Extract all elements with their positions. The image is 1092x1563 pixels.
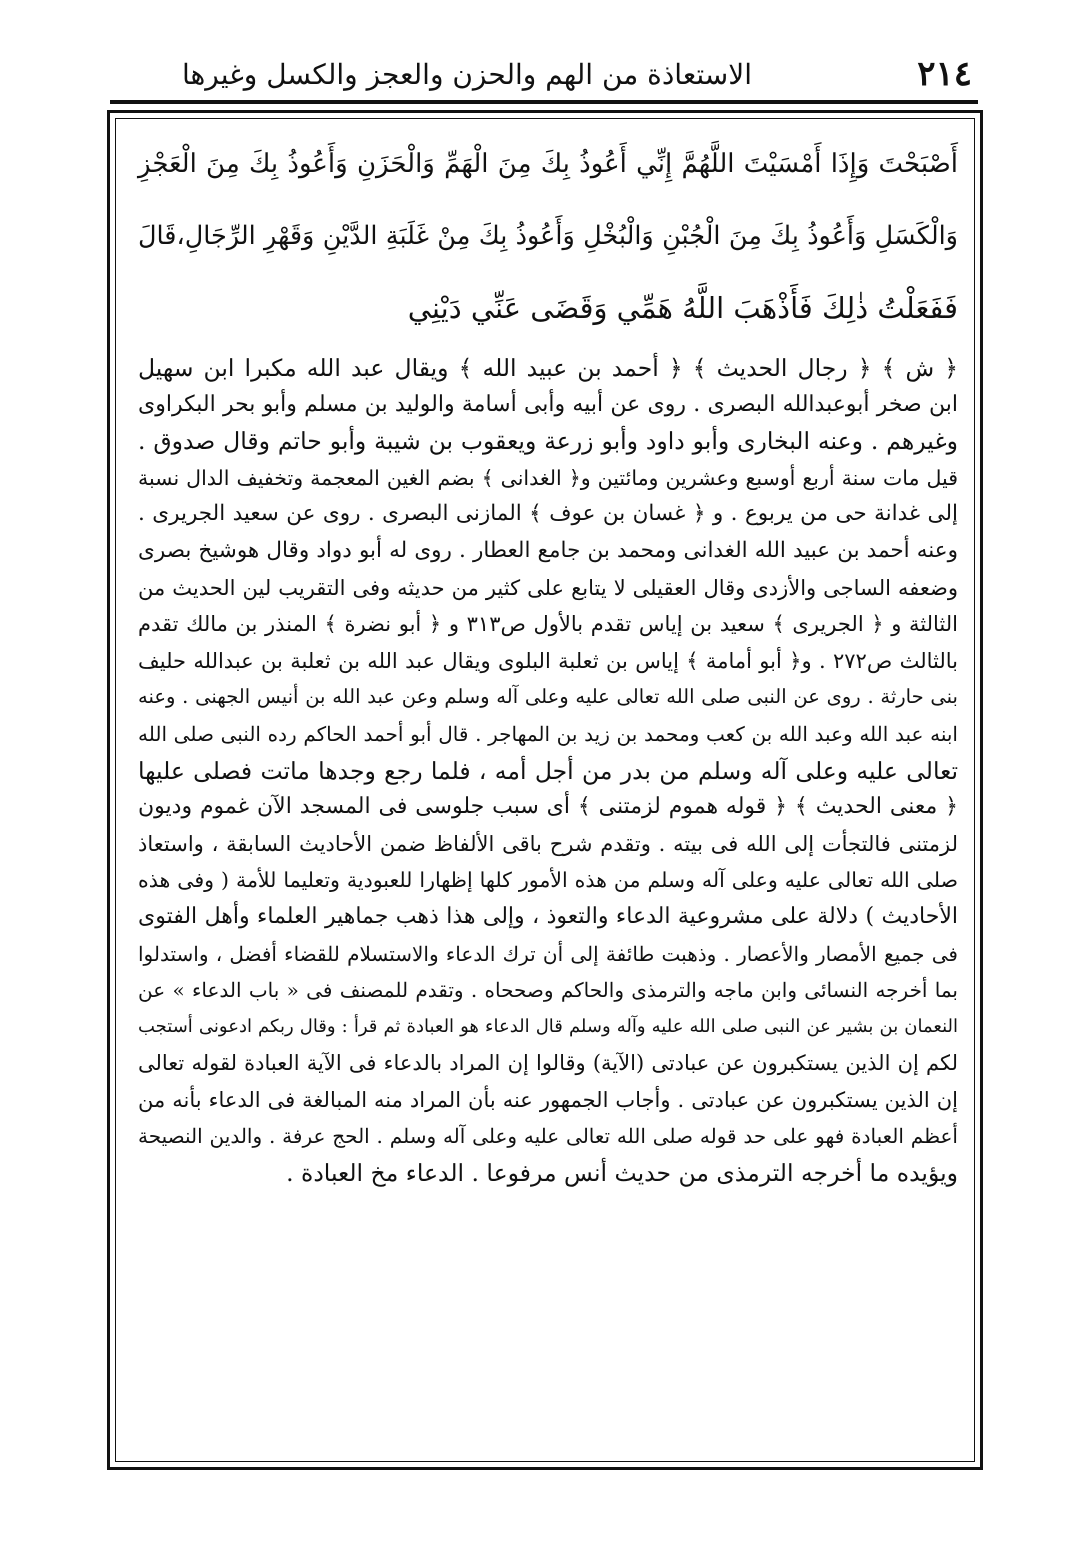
page-header [110, 52, 972, 102]
commentary-line: وعنه أحمد بن عبيد الله الغدانى ومحمد بن جامع العطار . روى له أبو دواد وقال هوشيخ بصرى [138, 537, 958, 563]
commentary-line: الأحاديث ) دلالة على مشروعية الدعاء والتعوذ ، وإلى هذا ذهب جماهير العلماء وأهل الفتوى [138, 903, 958, 929]
hadith-line: وَالْكَسَلِ وَأَعُوذُ بِكَ مِنَ الْجُبْنِ وَالْبُخْلِ وَأَعُوذُ بِكَ مِنْ غَلَبَةِ الدَّيْنِ وَقَهْرِ الرِّجَالِ،قَالَ [138, 221, 958, 251]
commentary-text [138, 350, 958, 1192]
running-title: الاستعاذة من الهم والحزن والعجز والكسل وغيرها [181, 58, 752, 91]
hadith-text [138, 128, 958, 344]
page-body [138, 128, 958, 1192]
page-number: ٢١٤ [917, 54, 972, 94]
commentary-line: ابنه عبد الله وعبد الله بن كعب ومحمد بن زيد بن المهاجر . قال أبو أحمد الحاكم رده النبى صلى الله [138, 721, 958, 746]
commentary-line: الثالثة و ﴿ الجريرى ﴾ سعيد بن إياس تقدم بالأول ص٣١٣ و ﴿ أبو نضرة ﴾ المنذر بن مالك تقدم [138, 612, 958, 637]
commentary-line: ﴿ ش ﴾ ﴿ رجال الحديث ﴾ ﴿ أحمد بن عبيد الله ﴾ ويقال عبد الله مكبرا ابن سهيل [138, 354, 958, 382]
hadith-line: أَصْبَحْتَ وَإِذَا أَمْسَيْتَ اللَّهُمَّ إِنِّي أَعُوذُ بِكَ مِنَ الْهَمِّ وَالْحَزَنِ وَأَعُوذُ بِكَ مِنَ الْعَجْزِ [138, 149, 958, 179]
commentary-line: إن الذين يستكبرون عن عبادتى . وأجاب الجمهور عنه بأن المراد منه المبالغة فى الدعاء بأنه من [138, 1087, 958, 1112]
commentary-line: النعمان بن بشير عن النبى صلى الله عليه وآله وسلم قال الدعاء هو العبادة ثم قرأ : وقال ربكم ادعونى أستجب [138, 1015, 958, 1037]
commentary-line: وغيرهم . وعنه البخارى وأبو داود وأبو زرعة ويعقوب بن شيبة وأبو حاتم وقال صدوق . [138, 427, 958, 456]
commentary-line: أعظم العبادة فهو على حد قوله صلى الله تعالى عليه وعلى آله وسلم . الحج عرفة . والدين النصيحة [138, 1124, 958, 1149]
commentary-line: لكم إن الذين يستكبرون عن عبادتى (الآية) وقالوا إن المراد بالدعاء فى الآية العبادة لقوله تعالى [138, 1051, 958, 1076]
commentary-line: إلى غدانة حى من يربوع . و ﴿ غسان بن عوف ﴾ المازنى البصرى . روى عن سعيد الجريرى . [138, 501, 958, 527]
commentary-line: تعالى عليه وعلى آله وسلم من بدر من أجل أمه ، فلما رجع وجدها ماتت فصلى عليها [138, 756, 958, 785]
commentary-line: ابن صخر أبوعبدالله البصرى . روى عن أبيه وأبى أسامة والوليد بن مسلم وأبو بحر البكراوى [138, 391, 958, 417]
commentary-line: قيل مات سنة أربع أوسبع وعشرين ومائتين و﴿ الغدانى ﴾ بضم الغين المعجمة وتخفيف الدال نسبة [138, 465, 958, 490]
commentary-line: ويؤيده ما أخرجه الترمذى من حديث أنس مرفوعا . الدعاء مخ العبادة . [286, 1159, 958, 1188]
commentary-line: ﴿ معنى الحديث ﴾ ﴿ قوله هموم لزمتنى ﴾ أى سبب جلوسى فى المسجد الآن غموم وديون [138, 794, 958, 820]
hadith-line: فَفَعَلْتُ ذٰلِكَ فَأَذْهَبَ اللَّهُ هَمِّي وَقَضَى عَنِّي دَيْنِي [407, 291, 958, 325]
commentary-line: لزمتنى فالتجأت إلى الله فى بيته . وتقدم شرح باقى الألفاظ ضمن الأحاديث السابقة ، واستعاذ [138, 831, 958, 856]
header-rule [110, 100, 978, 104]
commentary-line: بنى حارثة . روى عن النبى صلى الله تعالى عليه وعلى آله وسلم وعن عبد الله بن أنيس الجهنى . وعنه [138, 685, 958, 709]
commentary-line: بالثالث ص٢٧٢ . و﴿ أبو أمامة ﴾ إياس بن ثعلبة البلوى ويقال عبد الله بن ثعلبة بن عبدالله حليف [138, 648, 958, 673]
commentary-line: فى جميع الأمصار والأعصار . وذهبت طائفة إلى أن ترك الدعاء والاستسلام للقضاء أفضل ، واستدلوا [138, 941, 958, 966]
commentary-line: بما أخرجه النسائى وابن ماجه والترمذى والحاكم وصححاه . وتقدم للمصنف فى « باب الدعاء » عن [138, 978, 958, 1003]
commentary-line: صلى الله تعالى عليه وعلى آله وسلم من هذه الأمور كلها إظهارا للعبودية وتعليما للأمة ( وفى هذه [138, 868, 958, 893]
commentary-line: وضعفه الساجى والأزدى وقال العقيلى لا يتابع على كثير من حديثه وفى التقريب لين الحديث من [138, 575, 958, 600]
